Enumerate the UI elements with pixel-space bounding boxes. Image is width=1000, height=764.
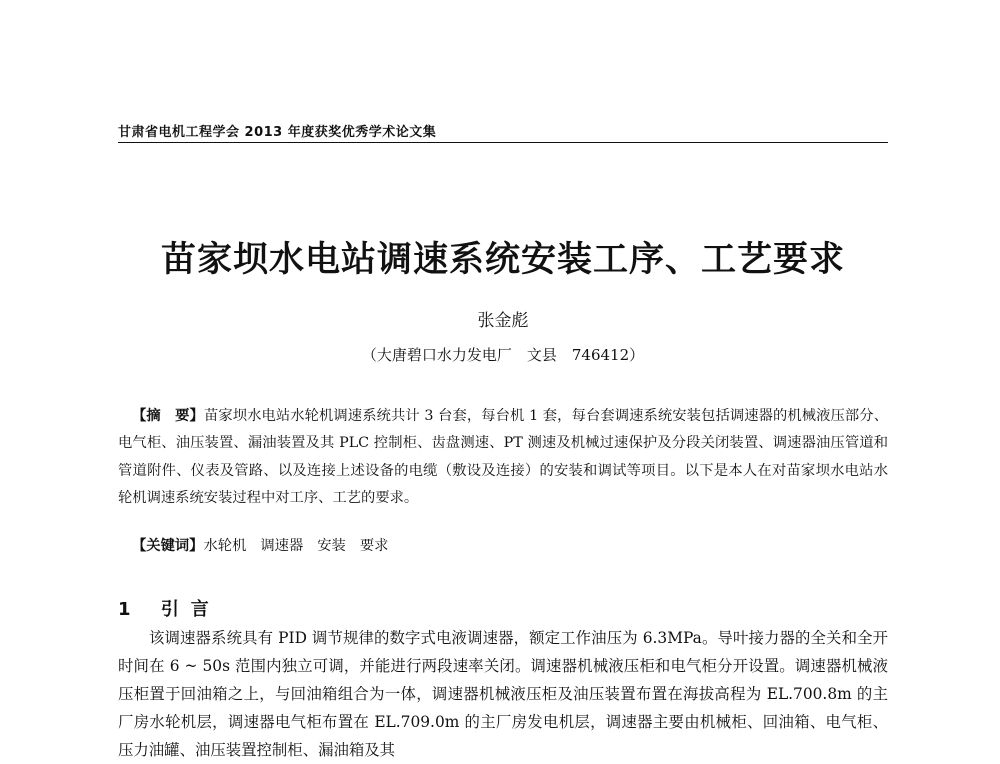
keywords — [132, 535, 888, 555]
abstract-text: 苗家坝水电站水轮机调速系统共计 3 台套，每台机 1 套，每台套调速系统安装包括调速器的机械液压部分、电气柜、油压装置、漏油装置及其 PLC 控制柜、齿盘测速、PT 测速及机械过速保护及分段关闭装置、调速器油压管道和管道附件、仪表及管路、以及连接上述设备的电缆（敷设及连接）的安装和调试等项目。以下是本人在对苗家坝水电站水轮机调速系统安装过程中对工序、工艺的要求。 — [118, 408, 888, 507]
abstract-label: 【摘 要】 — [132, 408, 204, 424]
section-number: 1 — [118, 599, 143, 620]
keyword: 水轮机 — [203, 538, 247, 554]
section-title: 引言 — [160, 599, 221, 620]
author-affiliation: （大唐碧口水力发电厂 文县 746412） — [361, 346, 645, 364]
body-paragraph: 该调速器系统具有 PID 调节规律的数字式电液调速器，额定工作油压为 6.3MPa。导叶接力器的全关和全开时间在 6 ~ 50s 范围内独立可调，并能进行两段速率关闭。调速器机械液压柜和电气柜分开设置。调速器机械液压柜置于回油箱之上，与回油箱组合为一体，调速器机械液压柜及油压装置布置在海拔高程为 EL.700.8m 的主厂房水轮机层，调速器电气柜布置在 EL.709.0m 的主厂房发电机层，调速器主要由机械柜、回油箱、电气柜、压力油罐、油压装置控制柜、漏油箱及其 — [118, 629, 888, 759]
keyword: 安装 — [317, 538, 346, 554]
keyword: 要求 — [359, 538, 389, 554]
paper-title: 苗家坝水电站调速系统安装工序、工艺要求 — [160, 239, 845, 280]
keywords-label: 【关键词】 — [132, 538, 204, 554]
keyword: 调速器 — [260, 538, 304, 554]
abstract — [118, 403, 888, 513]
author-name: 张金彪 — [477, 311, 529, 331]
section-heading — [118, 595, 221, 621]
running-header: 甘肃省电机工程学会 2013 年度获奖优秀学术论文集 — [118, 125, 437, 140]
header-rule — [118, 142, 888, 143]
